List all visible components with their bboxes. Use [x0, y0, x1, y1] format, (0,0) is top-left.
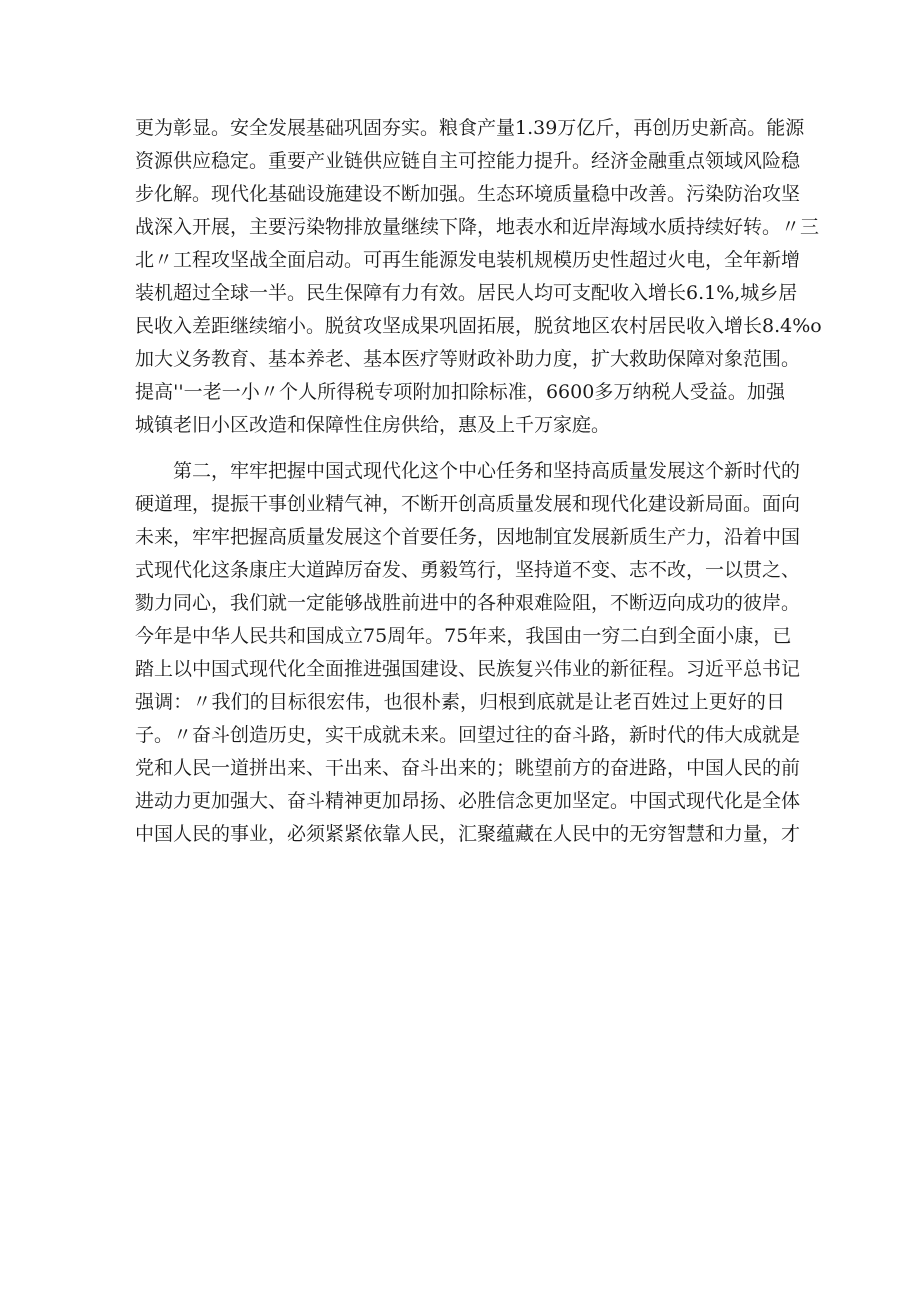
text-line: 进动力更加强大、奋斗精神更加昂扬、必胜信念更加坚定。中国式现代化是全体	[135, 790, 801, 812]
text-line: 式现代化这条康庄大道踔厉奋发、勇毅笃行，坚持道不变、志不改，一以贯之、	[135, 559, 801, 581]
text-line: 民收入差距继续缩小。脱贫攻坚成果巩固拓展，脱贫地区农村居民收入增长8.4%o	[135, 315, 822, 337]
text-line: 更为彰显。安全发展基础巩固夯实。粮食产量1.39万亿斤，再创历史新高。能源	[135, 117, 805, 139]
text-line: 勠力同心，我们就一定能够战胜前进中的各种艰难险阻，不断迈向成功的彼岸。	[135, 592, 801, 614]
text-line: 中国人民的事业，必须紧紧依靠人民，汇聚蕴藏在人民中的无穷智慧和力量，才	[135, 823, 801, 845]
text-line: 装机超过全球一半。民生保障有力有效。居民人均可支配收入增长6.1%,城乡居	[135, 282, 798, 304]
paragraph-continuation	[135, 112, 822, 442]
text-line: 强调：〃我们的目标很宏伟，也很朴素，归根到底就是让老百姓过上更好的日	[135, 691, 785, 713]
text-line: 子。〃奋斗创造历史，实干成就未来。回望过往的奋斗路，新时代的伟大成就是	[135, 724, 801, 746]
text-line: 提高''一老一小〃个人所得税专项附加扣除标准，6600多万纳税人受益。加强	[135, 381, 785, 403]
text-line: 资源供应稳定。重要产业链供应链自主可控能力提升。经济金融重点领域风险稳	[135, 150, 801, 172]
text-line: 城镇老旧小区改造和保障性住房供给，惠及上千万家庭。	[135, 414, 611, 436]
text-line: 党和人民一道拼出来、干出来、奋斗出来的；眺望前方的奋进路，中国人民的前	[135, 757, 801, 779]
text-line: 未来，牢牢把握高质量发展这个首要任务，因地制宜发展新质生产力，沿着中国	[135, 526, 801, 548]
text-line: 硬道理，提振干事创业精气神，不断开创高质量发展和现代化建设新局面。面向	[135, 493, 801, 515]
text-line: 加大义务教育、基本养老、基本医疗等财政补助力度，扩大救助保障对象范围。	[135, 348, 801, 370]
text-line: 战深入开展，主要污染物排放量继续下降，地表水和近岸海域水质持续好转。〃三	[135, 216, 820, 238]
paragraph-second	[135, 455, 801, 851]
text-line: 踏上以中国式现代化全面推进强国建设、民族复兴伟业的新征程。习近平总书记	[135, 658, 801, 680]
text-line: 步化解。现代化基础设施建设不断加强。生态环境质量稳中改善。污染防治攻坚	[135, 183, 801, 205]
text-line: 今年是中华人民共和国成立75周年。75年来，我国由一穷二白到全面小康，已	[135, 625, 792, 647]
text-line: 北〃工程攻坚战全面启动。可再生能源发电装机规模历史性超过火电，全年新增	[135, 249, 801, 271]
document-body	[135, 112, 822, 851]
text-line: 第二，牢牢把握中国式现代化这个中心任务和坚持高质量发展这个新时代的	[173, 460, 801, 482]
